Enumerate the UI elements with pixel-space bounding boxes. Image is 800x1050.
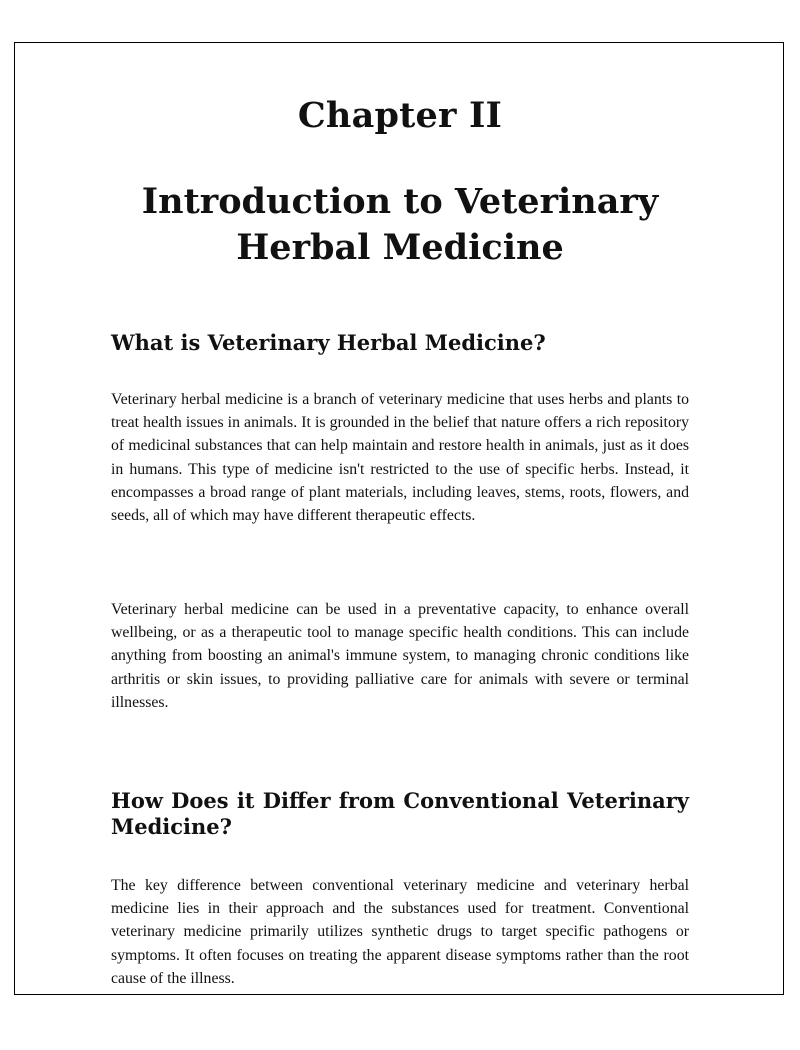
section-heading-how-differ: How Does it Differ from Conventional Veterinary Medicine? <box>111 788 689 839</box>
section-heading-what-is: What is Veterinary Herbal Medicine? <box>111 330 546 355</box>
page-frame <box>14 42 784 995</box>
paragraph-uses: Veterinary herbal medicine can be used in a preventative capacity, to enhance overall wellbeing, or as a therapeutic tool to manage specific health conditions. This can include anything from boosting an animal's immune system, to managing chronic conditions like arthritis or skin issues, to providing palliative care for animals with severe or terminal illnesses. <box>111 601 689 711</box>
chapter-label: Chapter II <box>297 95 503 136</box>
chapter-title-line-1: Introduction to Veterinary <box>141 181 659 222</box>
paragraph-key-difference: The key difference between conventional veterinary medicine and veterinary herbal medicine lies in their approach and the substances used for treatment. Conventional veterinary medicine primarily utilizes synthetic drugs to target specific pathogens or symptoms. It often focuses on treating the apparent disease symptoms rather than the root cause of the illness. <box>111 877 689 987</box>
chapter-title-line-2: Herbal Medicine <box>236 227 564 268</box>
chapter-title <box>111 179 689 271</box>
paragraph-definition: Veterinary herbal medicine is a branch of veterinary medicine that uses herbs and plants to treat health issues in animals. It is grounded in the belief that nature offers a rich repository of medicinal substances that can help maintain and restore health in animals, just as it does in humans. This type of medicine isn't restricted to the use of specific herbs. Instead, it encompasses a broad range of plant materials, including leaves, stems, roots, flowers, and seeds, all of which may have different therapeutic effects. <box>111 391 689 525</box>
